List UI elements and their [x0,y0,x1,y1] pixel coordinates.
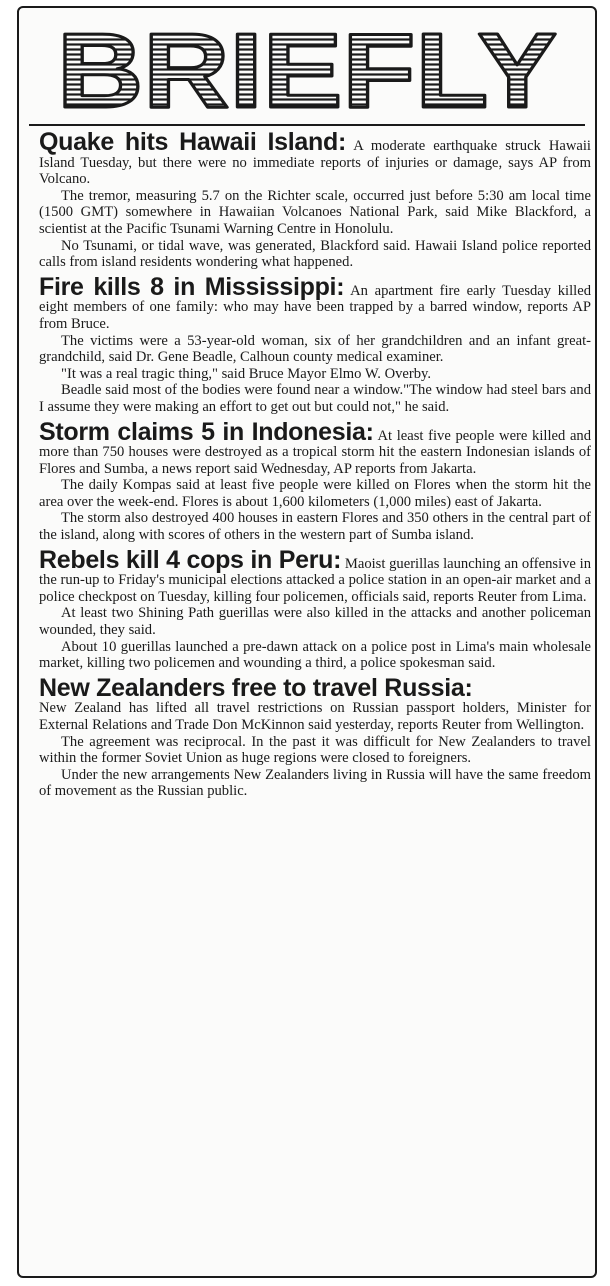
headline: New Zealanders free to travel Russia: [39,673,473,702]
paragraph: Beadle said most of the bodies were found near a window."The window had steel bars and I assume they were making an effort to get out but could not," he said. [39,382,591,415]
masthead-title: BRIEFLY [57,12,557,124]
paragraph: The storm also destroyed 400 houses in eastern Flores and 350 others in the central part of the island, along with scores of others in the western part of Sumba island. [39,510,591,544]
paragraph: A moderate earthquake struck Hawaii Island Tuesday, but there were no immediate reports of injuries or damage, says AP from Volcano. [39,138,591,188]
paragraph: No Tsunami, or tidal wave, was generated, Blackford said. Hawaii Island police reported calls from island residents wondering what happened. [39,237,591,271]
briefly-column [17,6,597,1278]
paragraph: At least five people were killed and more than 750 houses were destroyed as a tropical storm hit the eastern Indonesian islands of Flores and Sumba, a news report said Wednesday, AP reports from Jakarta. [39,427,592,477]
headline: Storm claims 5 in Indonesia: [39,417,374,446]
story-indonesia-storm [39,417,592,544]
paragraph: The victims were a 53-year-old woman, six of her grandchildren and an infant great-grandchild, said Dr. Gene Beadle, Calhoun county medical examiner. [39,332,591,366]
paragraph: Maoist guerillas launching an offensive in the run-up to Friday's municipal elections attacked a police station in an open-air market and a police checkpost on Tuesday, killing four policemen, officials said, reports Reuter from Lima. [39,555,591,605]
story-hawaii-quake [39,130,591,271]
paragraph: The tremor, measuring 5.7 on the Richter scale, occurred just before 5:30 am local time (1500 GMT) somewhere in Hawaiian Volcanoes National Park, said Mike Blackford, a scientist at the Pacific Tsunami Warning Centre in Honolulu. [39,187,591,237]
stories [39,130,591,804]
paragraph: An apartment fire early Tuesday killed eight members of one family: who may have been trapped by a barred window, reports AP from Bruce. [39,282,591,332]
headline: Quake hits Hawaii Island: [39,128,346,156]
paragraph: At least two Shining Path guerillas were also killed in the attacks and another policeman wounded, they said. [39,605,591,639]
paragraph: Under the new arrangements New Zealanders living in Russia will have the same freedom of movement as the Russian public. [39,766,591,800]
headline: Fire kills 8 in Mississippi: [39,272,345,301]
masthead [29,12,585,126]
paragraph: The daily Kompas said at least five people were killed on Flores when the storm hit the area over the week-end. Flores is about 1,600 kilometers (1,000 miles) east of Jakarta. [39,477,591,510]
story-new-zealand-russia [39,673,591,800]
story-peru-rebels [39,545,591,672]
paragraph: About 10 guerillas launched a pre-dawn attack on a police post in Lima's main wholesale market, killing two policemen and wounding a third, a police spokesman said. [39,638,591,672]
paragraph: New Zealand has lifted all travel restrictions on Russian passport holders, Minister for External Relations and Trade Don McKinnon said yesterday, reports Reuter from Wellington. [39,700,591,733]
paragraph: The agreement was reciprocal. In the past it was difficult for New Zealanders to travel within the former Soviet Union as huge regions were closed to foreigners. [39,733,591,767]
masthead-logo [29,12,585,124]
paragraph: "It was a real tragic thing," said Bruce Mayor Elmo W. Overby. [61,365,432,382]
story-mississippi-fire [39,272,591,416]
headline: Rebels kill 4 cops in Peru: [39,545,342,574]
